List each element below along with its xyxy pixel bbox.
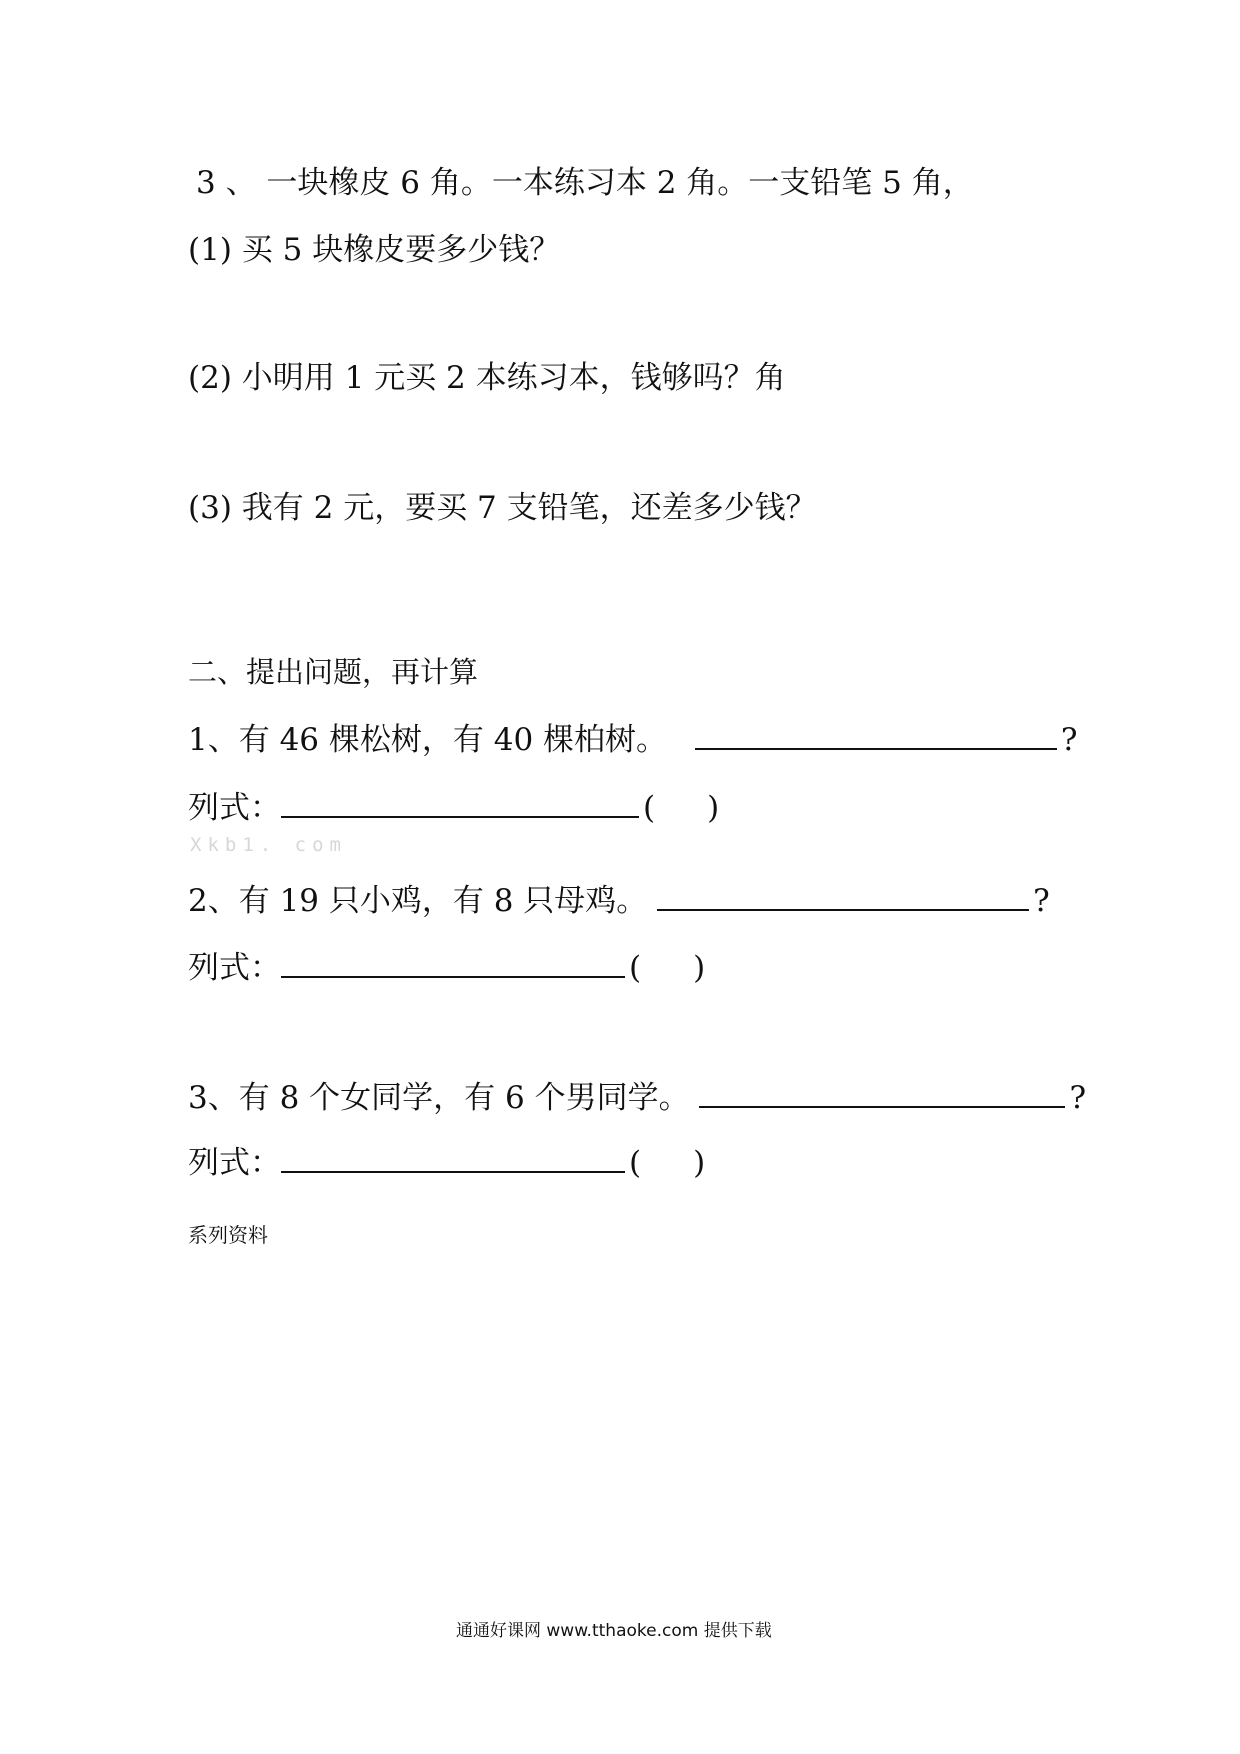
problem-1-formula-blank[interactable] — [281, 786, 639, 818]
problem-3-text: 3、有 8 个女同学，有 6 个男同学。 — [188, 1080, 690, 1116]
problem-1-formula — [188, 786, 719, 828]
question-1: (1) 买 5 块橡皮要多少钱？ — [188, 232, 561, 268]
problem-2-question-mark: ? — [1033, 883, 1050, 919]
problem-1-paren-close: ) — [707, 790, 720, 826]
problem-3-formula-blank[interactable] — [281, 1141, 625, 1173]
footer: 通通好课网 www.tthaoke.com 提供下载 — [456, 1621, 772, 1641]
problem-3-paren-close: ) — [693, 1145, 706, 1181]
problem-1-answer-blank[interactable] — [695, 718, 1057, 750]
problem-3-formula-label: 列式： — [188, 1145, 281, 1181]
problem-1-paren-open: ( — [643, 790, 656, 826]
watermark: Xkb1. com — [190, 834, 347, 856]
problem-3-answer-blank[interactable] — [699, 1076, 1065, 1108]
problem-2-answer-blank[interactable] — [657, 879, 1029, 911]
series-note: 系列资料 — [188, 1223, 268, 1247]
problem-2-text: 2、有 19 只小鸡，有 8 只母鸡。 — [188, 883, 648, 919]
question-3: (3) 我有 2 元，要买 7 支铅笔，还差多少钱？ — [188, 490, 817, 526]
problem-3-formula — [188, 1141, 705, 1183]
problem-2-paren-close: ) — [693, 950, 706, 986]
part2-title: 二、提出问题，再计算 — [188, 655, 479, 689]
question-2: (2) 小明用 1 元买 2 本练习本，钱够吗？角 — [188, 360, 786, 396]
problem-2-formula-blank[interactable] — [281, 946, 625, 978]
problem-3 — [188, 1076, 1086, 1118]
problem-1-formula-label: 列式： — [188, 790, 281, 826]
problem-2 — [188, 879, 1050, 921]
problem-2-paren-open: ( — [629, 950, 642, 986]
problem-1-question-mark: ? — [1060, 722, 1078, 758]
problem-2-formula-label: 列式： — [188, 950, 281, 986]
problem-2-formula — [188, 946, 705, 988]
problem-1-text: 1、有 46 棵松树，有 40 棵柏树。 — [188, 722, 668, 758]
section3-heading: 3 、 一块橡皮 6 角。一本练习本 2 角。一支铅笔 5 角， — [196, 165, 974, 201]
problem-3-question-mark: ? — [1069, 1080, 1087, 1116]
problem-1 — [188, 718, 1078, 760]
problem-3-paren-open: ( — [629, 1145, 642, 1181]
